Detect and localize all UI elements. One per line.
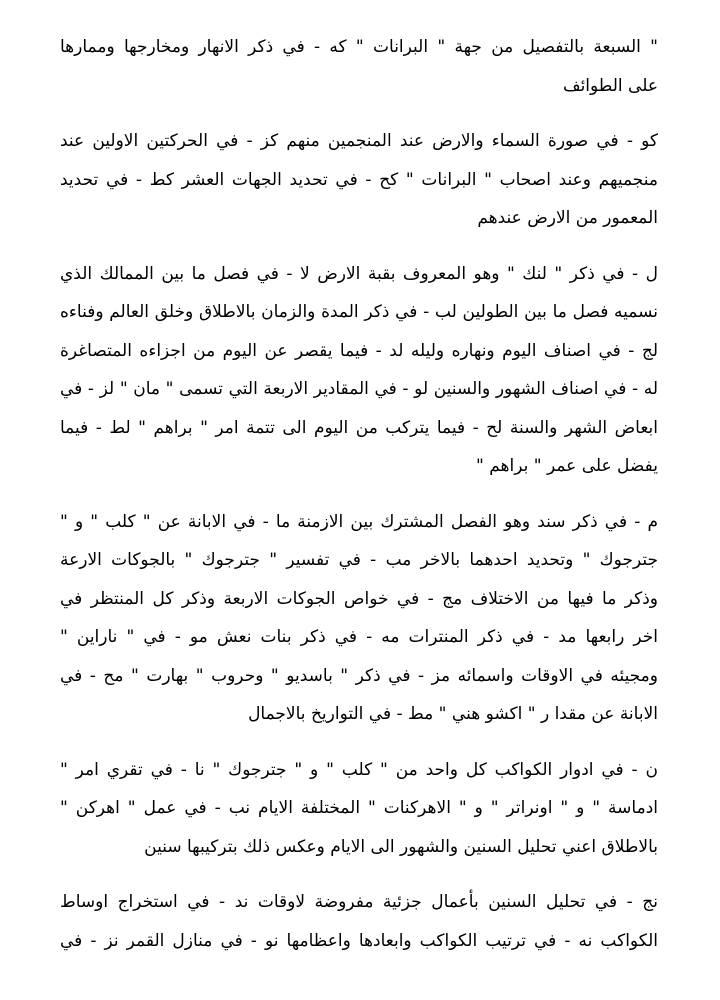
text-line: لج - في اصناف اليوم ونهاره وليله لد - فيما يقصر عن اليوم من اجزاءه المتصاغرة bbox=[60, 340, 658, 361]
text-line: ل - في ذكر " لنك " وهو المعروف بقبة الارض لا - في فصل ما بين الممالك الذي bbox=[60, 263, 658, 284]
text-line: وذكر ما فيها من الاختلاف مج - في خواص الجوكات الاربعة وذكر كل المنتظر في bbox=[60, 588, 658, 609]
text-line: منجميهم وعند اصحاب " البرانات " كح - في تحديد الجهات العشر كط - في تحديد bbox=[60, 169, 658, 190]
paragraph-gap bbox=[60, 734, 658, 751]
text-line: على الطوائف bbox=[562, 75, 658, 96]
text-line: اخر رابعها مد - في ذكر المنترات مه - في ذكر بنات نعش مو - في " ناراين " bbox=[60, 627, 658, 647]
text-line: ابعاض الشهر والسنة لح - فيما يتركب من اليوم الى تتمة امر " براهم " لط - فيما bbox=[60, 417, 658, 438]
paragraph-ages bbox=[60, 503, 658, 734]
text-line: ادماسة " و " اونراتر " و " الاهركنات " المختلفة الايام نب - في عمل " اهركن " bbox=[60, 798, 658, 818]
text-line: يفضل على عمر " براهم " bbox=[475, 456, 658, 476]
paragraph-sky-earth bbox=[60, 122, 658, 238]
text-line: م - في ذكر سند وهو الفصل المشترك بين الازمنة ما - في الابانة عن " كلب " و " bbox=[60, 511, 658, 532]
paragraph-gap bbox=[60, 866, 658, 883]
text-line: نج - في تحليل السنين بأعمال جزئية مفروضة لاوقات ند - في استخراج اوساط bbox=[60, 892, 658, 912]
text-line: له - في اصناف الشهور والسنين لو - في المقادير الاربعة التي تسمى " مان " لز - في bbox=[60, 379, 658, 399]
text-line: المعمور من الارض عندهم bbox=[477, 208, 658, 228]
text-line: ومجيئه في الاوقات واسمائه مز - في ذكر " باسديو " وحروب " بهارت " مح - في bbox=[60, 665, 658, 686]
text-line: " السبعة بالتفصيل من جهة " البرانات " كه - في ذكر الانهار ومخارجها وممارها bbox=[60, 37, 658, 57]
paragraph-gap bbox=[60, 105, 658, 122]
paragraph-mean-positions bbox=[60, 883, 658, 960]
text-line: بالاطلاق اعني تحليل السنين والشهور الى الايام وعكس ذلك بتركيبها سنين bbox=[144, 836, 658, 857]
text-line: كو - في صورة السماء والارض عند المنجمين منهم كز - في الحركتين الاولين عند bbox=[60, 131, 658, 151]
text-line: الابانة عن مقدا ر " اكشو هني " مط - في التواريخ بالاجمال bbox=[248, 704, 658, 724]
text-line: ن - في ادوار الكواكب كل واحد من " كلب " و " جترجوك " نا - في تقري امر " bbox=[60, 759, 658, 780]
text-line: الكواكب نه - في ترتيب الكواكب وابعادها واعظامها نو - في منازل القمر نز - في bbox=[60, 930, 658, 951]
document-page bbox=[60, 28, 658, 960]
paragraph-gap bbox=[60, 238, 658, 255]
paragraph-planet-cycles bbox=[60, 751, 658, 867]
paragraph-gap bbox=[60, 486, 658, 503]
paragraph-time bbox=[60, 255, 658, 486]
paragraph-rivers bbox=[60, 28, 658, 105]
text-line: جترجوك " وتحديد احدهما بالاخر مب - في تفسير " جترجوك " بالجوكات الارعة bbox=[60, 550, 658, 570]
text-line: نسميه فصل ما بين الطولين لب - في ذكر المدة والزمان بالاطلاق وخلق العالم وفناءه bbox=[60, 302, 658, 322]
